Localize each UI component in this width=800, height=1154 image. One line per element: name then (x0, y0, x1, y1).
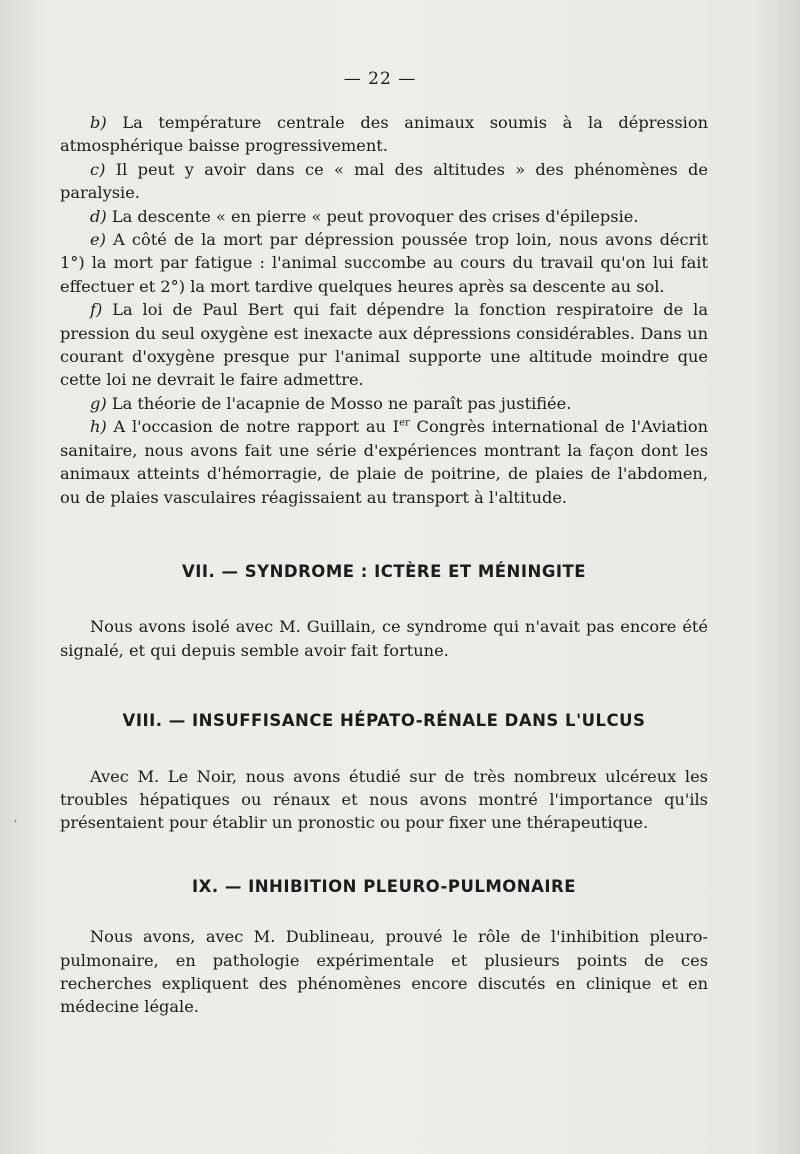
section-heading-ix: IX. — INHIBITION PLEURO-PULMONAIRE (191, 876, 576, 896)
item-h-text-before: A l'occasion de notre rapport au I (113, 417, 400, 437)
item-g-text: La théorie de l'acapnie de Mosso ne paraît pas justifiée. (111, 393, 572, 413)
item-f-text: La loi de Paul Bert qui fait dépendre la fonction respiratoire de la pression du seul oxygène est inexacte aux dépressions considérables. Dans un courant d'oxygène presque pur l'animal supporte une altitude moindre que cette loi ne devrait le faire admettre. (60, 300, 708, 390)
item-f-label: f) (90, 300, 103, 320)
item-g-label: g) (90, 393, 107, 413)
item-e-label: e) (90, 230, 106, 250)
section-text-vii: Nous avons isolé avec M. Guillain, ce syndrome qui n'avait pas encore été signalé, et qui depuis semble avoir fait fortune. (60, 617, 708, 660)
item-h-superscript: er (399, 417, 410, 429)
section-text-ix: Nous avons, avec M. Dublineau, prouvé le rôle de l'inhibition pleuro-pulmonaire, en pathologie expérimentale et plusieurs points de ces recherches expliquent des phénomènes encore discutés en clinique et en médecine légale. (60, 927, 708, 1017)
margin-mark: ˈ (14, 818, 18, 832)
item-f (60, 298, 708, 392)
item-c-label: c) (90, 159, 106, 179)
item-b-label: b) (90, 113, 107, 132)
item-h (60, 415, 708, 509)
section-heading-viii: VIII. — INSUFFISANCE HÉPATO-RÉNALE DANS L'ULCUS (122, 711, 646, 731)
item-c (60, 158, 708, 205)
item-d-text: La descente « en pierre « peut provoquer des crises d'épilepsie. (111, 206, 639, 226)
section-text-viii: Avec M. Le Noir, nous avons étudié sur de très nombreux ulcéreux les troubles hépatiques ou rénaux et nous avons montré l'importance qu'ils présentaient pour établir un pronostic ou pour fixer une thérapeutique. (60, 766, 708, 833)
item-e (60, 228, 708, 298)
item-d (60, 205, 708, 228)
page-content (60, 111, 708, 1019)
item-c-text: Il peut y avoir dans ce « mal des altitudes » des phénomènes de paralysie. (60, 159, 708, 203)
item-b-text: La température centrale des animaux soumis à la dépression atmosphérique baisse progressivement. (60, 113, 708, 156)
item-b (60, 111, 708, 158)
page-number: — 22 — (343, 69, 417, 89)
item-h-label: h) (90, 417, 107, 437)
item-h-text-after: Congrès international de l'Aviation sanitaire, nous avons fait une série d'expériences montrant la façon dont les animaux atteints d'hémorragie, de plaie de poitrine, de plaies de l'abdomen, ou de plaies vasculaires réagissaient au transport à l'altitude. (60, 417, 708, 507)
item-e-text: A côté de la mort par dépression poussée trop loin, nous avons décrit 1°) la mort par fatigue : l'animal succombe au cours du travail qu'on lui fait effectuer et 2°) la mort tardive quelques heures après sa descente au sol. (60, 230, 708, 296)
item-g (60, 392, 708, 415)
section-heading-vii: VII. — SYNDROME : ICTÈRE ET MÉNINGITE (181, 561, 587, 581)
item-d-label: d) (90, 206, 107, 226)
